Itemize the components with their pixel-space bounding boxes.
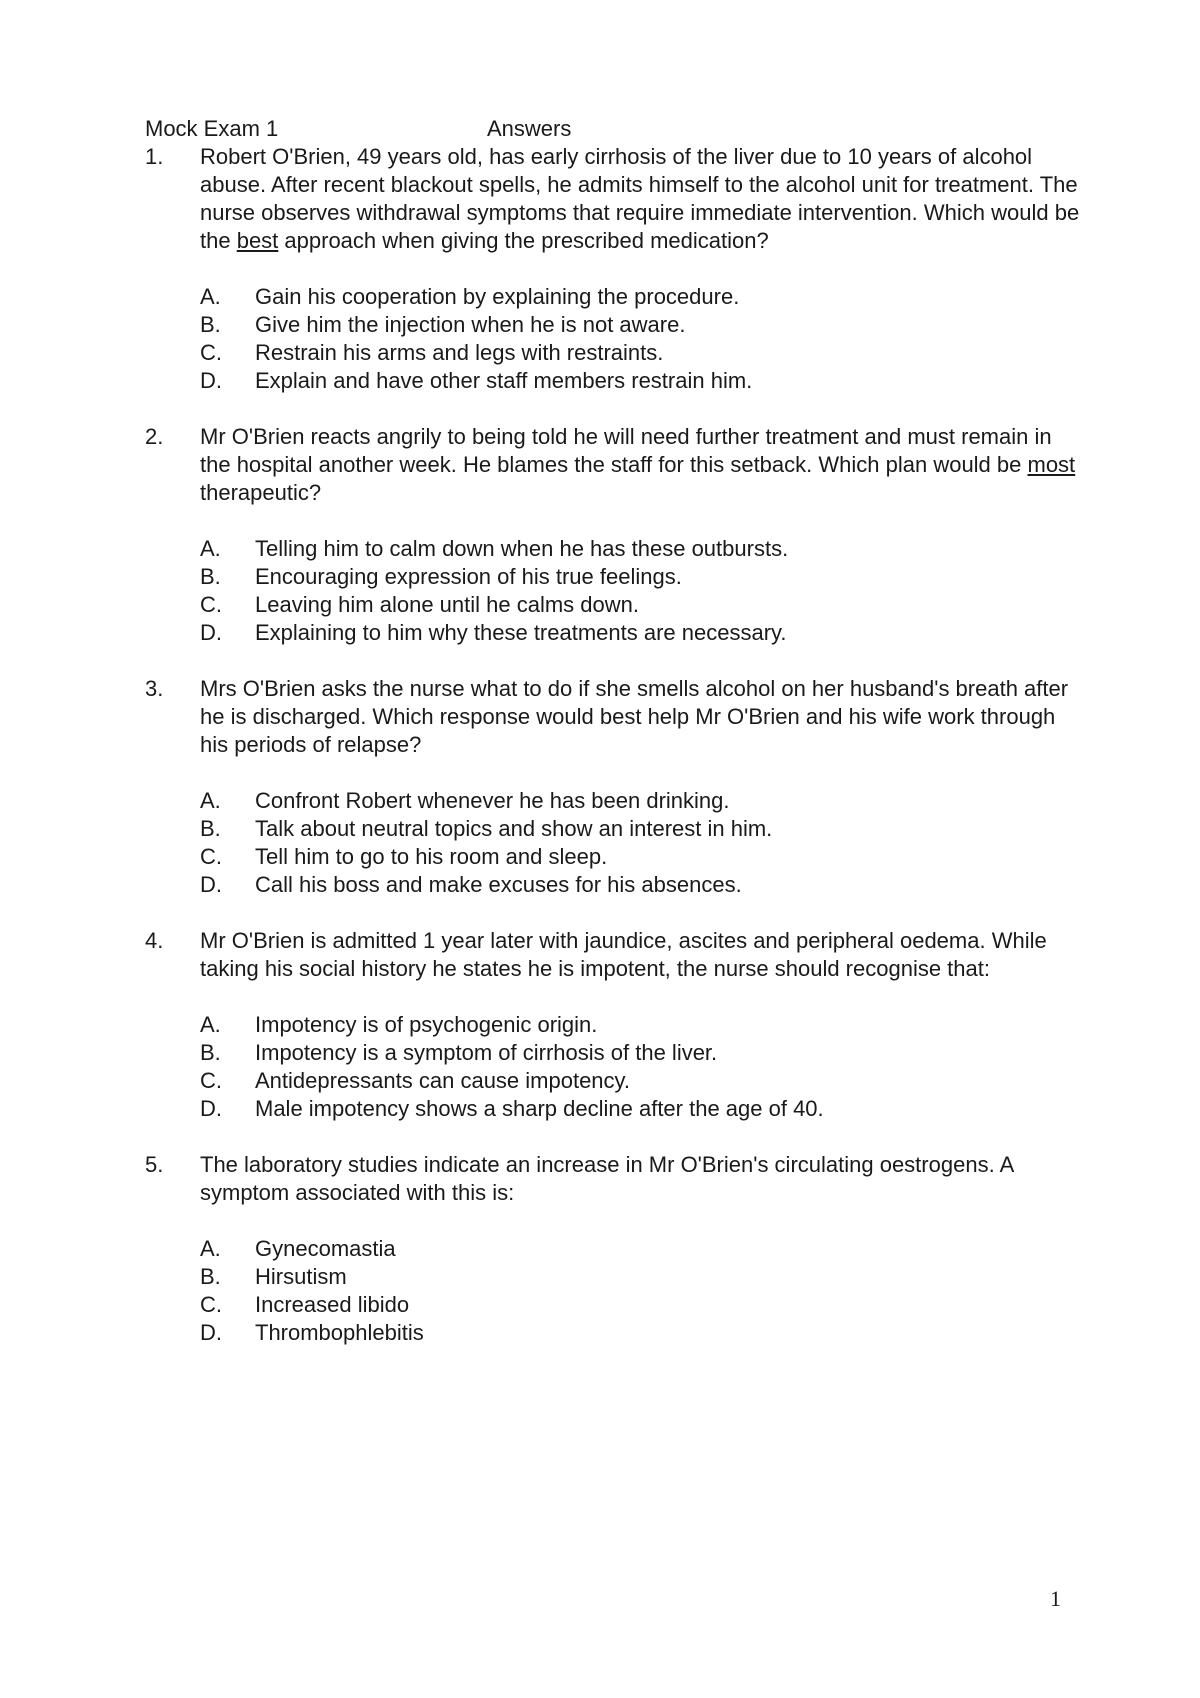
option-b — [200, 311, 1085, 339]
option-letter: B. — [200, 1264, 221, 1289]
option-letter: C. — [200, 1292, 222, 1317]
question-3 — [145, 675, 1085, 899]
option-d — [200, 871, 1085, 899]
question-stem — [200, 423, 1085, 507]
option-a — [200, 535, 1085, 563]
option-text: Call his boss and make excuses for his absences. — [255, 872, 742, 897]
option-text: Telling him to calm down when he has these outbursts. — [255, 536, 789, 561]
question-stem — [200, 143, 1085, 255]
option-a — [200, 283, 1085, 311]
question-number: 1. — [145, 144, 164, 169]
stem-emphasis: best — [236, 228, 279, 253]
option-text: Impotency is of psychogenic origin. — [255, 1012, 598, 1037]
option-a — [200, 787, 1085, 815]
question-stem — [200, 675, 1085, 759]
option-letter: D. — [200, 620, 222, 645]
option-letter: A. — [200, 1236, 221, 1261]
stem-text: Mr O'Brien is admitted 1 year later with jaundice, ascites and peripheral oedema. While taking his social history he states he is impotent, the nurse should recognise that: — [200, 928, 1047, 981]
stem-text-end: approach when giving the prescribed medication? — [278, 228, 769, 253]
question-4 — [145, 927, 1085, 1123]
option-text: Give him the injection when he is not aware. — [255, 312, 686, 337]
stem-text: Mrs O'Brien asks the nurse what to do if she smells alcohol on her husband's breath after he is discharged. Which response would best help Mr O'Brien and his wife work through his periods of relapse? — [200, 676, 1069, 757]
option-letter: A. — [200, 1012, 221, 1037]
option-letter: A. — [200, 788, 221, 813]
option-letter: B. — [200, 564, 221, 589]
option-letter: B. — [200, 816, 221, 841]
option-list — [145, 787, 1085, 899]
option-text: Gynecomastia — [255, 1236, 396, 1261]
question-list — [145, 143, 1085, 1347]
question-5 — [145, 1151, 1085, 1347]
option-d — [200, 367, 1085, 395]
option-letter: C. — [200, 1068, 222, 1093]
option-text: Male impotency shows a sharp decline after the age of 40. — [255, 1096, 824, 1121]
question-number: 5. — [145, 1152, 164, 1177]
option-text: Restrain his arms and legs with restraints. — [255, 340, 664, 365]
option-list — [145, 535, 1085, 647]
question-2 — [145, 423, 1085, 647]
option-letter: D. — [200, 368, 222, 393]
question-1 — [145, 143, 1085, 395]
spacer — [145, 899, 1085, 927]
question-stem — [200, 1151, 1085, 1207]
option-letter: A. — [200, 284, 221, 309]
option-b — [200, 563, 1085, 591]
question-stem — [200, 927, 1085, 983]
option-text: Tell him to go to his room and sleep. — [255, 844, 608, 869]
option-b — [200, 815, 1085, 843]
spacer — [145, 647, 1085, 675]
option-text: Hirsutism — [255, 1264, 347, 1289]
option-letter: C. — [200, 592, 222, 617]
spacer — [145, 1123, 1085, 1151]
option-b — [200, 1039, 1085, 1067]
option-c — [200, 591, 1085, 619]
option-text: Increased libido — [255, 1292, 410, 1317]
option-d — [200, 1095, 1085, 1123]
page-number: 1 — [1050, 1586, 1061, 1611]
option-text: Leaving him alone until he calms down. — [255, 592, 640, 617]
option-d — [200, 1319, 1085, 1347]
question-number: 4. — [145, 928, 164, 953]
question-number: 3. — [145, 676, 164, 701]
option-c — [200, 1067, 1085, 1095]
option-letter: C. — [200, 844, 222, 869]
answers-label: Answers — [487, 116, 572, 141]
option-letter: A. — [200, 536, 221, 561]
option-a — [200, 1235, 1085, 1263]
option-c — [200, 843, 1085, 871]
option-letter: C. — [200, 340, 222, 365]
option-letter: D. — [200, 1320, 222, 1345]
option-text: Encouraging expression of his true feelings. — [255, 564, 682, 589]
question-number: 2. — [145, 424, 164, 449]
option-d — [200, 619, 1085, 647]
option-list — [145, 1011, 1085, 1123]
option-b — [200, 1263, 1085, 1291]
option-list — [145, 283, 1085, 395]
option-c — [200, 1291, 1085, 1319]
page-header — [145, 115, 1045, 143]
option-letter: B. — [200, 312, 221, 337]
stem-text: Mr O'Brien reacts angrily to being told he will need further treatment and must remain in the hospital another week. He blames the staff for this setback. Which plan would be — [200, 424, 1052, 477]
exam-title: Mock Exam 1 — [145, 116, 279, 141]
option-letter: D. — [200, 1096, 222, 1121]
stem-text: Robert O'Brien, 49 years old, has early cirrhosis of the liver due to 10 years of alcohol abuse. After recent blackout spells, he admits himself to the alcohol unit for treatment. The nurse observes withdrawal symptoms that require immediate intervention. Which would be the — [200, 144, 1080, 253]
option-text: Gain his cooperation by explaining the procedure. — [255, 284, 740, 309]
option-text: Impotency is a symptom of cirrhosis of the liver. — [255, 1040, 718, 1065]
spacer — [145, 395, 1085, 423]
option-text: Explain and have other staff members restrain him. — [255, 368, 753, 393]
option-letter: D. — [200, 872, 222, 897]
option-a — [200, 1011, 1085, 1039]
option-list — [145, 1235, 1085, 1347]
option-c — [200, 339, 1085, 367]
option-text: Explaining to him why these treatments are necessary. — [255, 620, 787, 645]
stem-text: The laboratory studies indicate an increase in Mr O'Brien's circulating oestrogens. A symptom associated with this is: — [200, 1152, 1014, 1205]
option-text: Talk about neutral topics and show an interest in him. — [255, 816, 773, 841]
option-text: Antidepressants can cause impotency. — [255, 1068, 631, 1093]
option-letter: B. — [200, 1040, 221, 1065]
stem-text-end: therapeutic? — [200, 480, 322, 505]
option-text: Thrombophlebitis — [255, 1320, 424, 1345]
option-text: Confront Robert whenever he has been drinking. — [255, 788, 730, 813]
stem-emphasis: most — [1027, 452, 1076, 477]
